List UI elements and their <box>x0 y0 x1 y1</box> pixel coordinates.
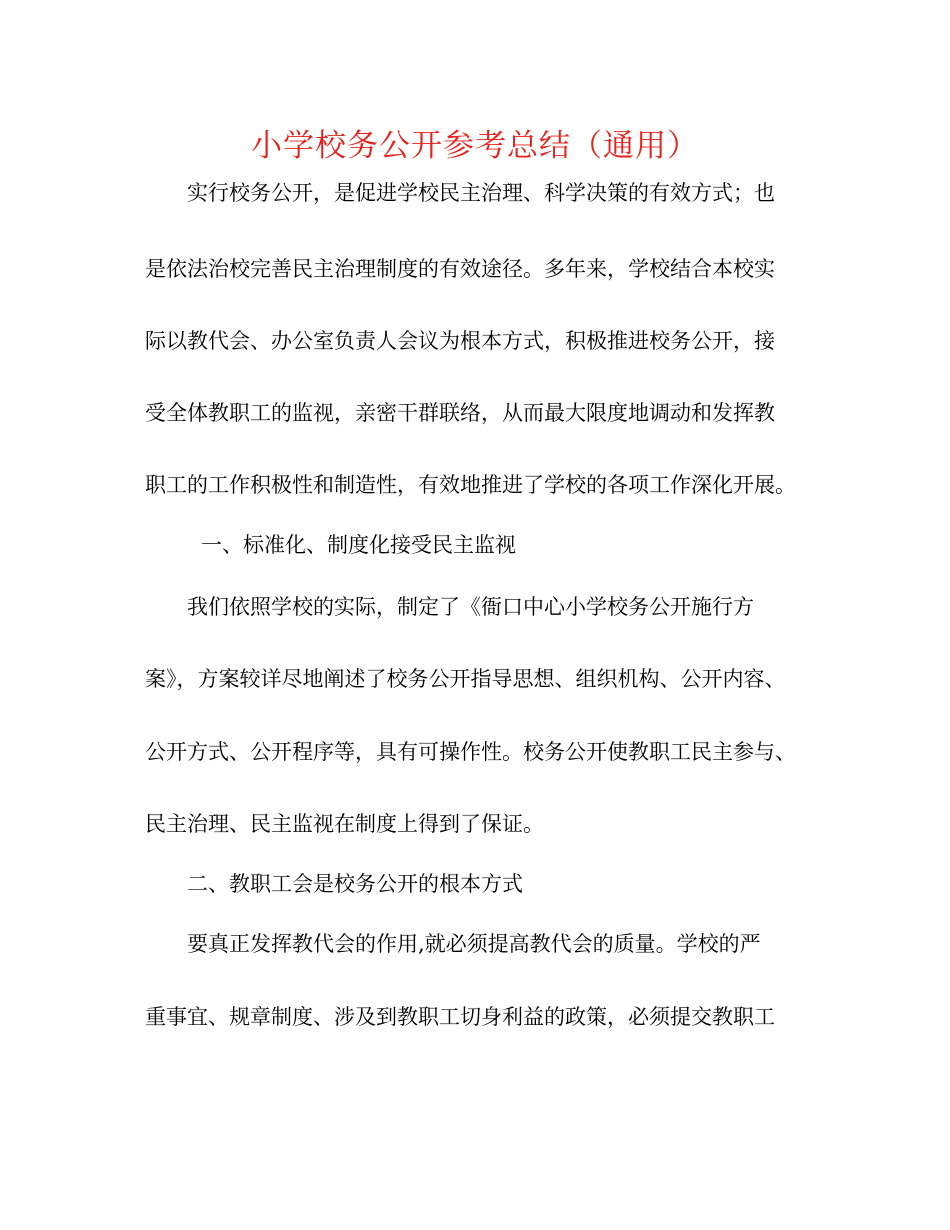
paragraph-line: 民主治理、民主监视在制度上得到了保证。 <box>145 812 544 836</box>
paragraph-line: 受全体教职工的监视，亲密干群联络，从而最大限度地调动和发挥教 <box>145 401 775 425</box>
paragraph-line: 是依法治校完善民主治理制度的有效途径。多年来，学校结合本校实 <box>145 257 775 281</box>
document-title: 小学校务公开参考总结（通用） <box>251 128 699 164</box>
section-heading-2: 二、教职工会是校务公开的根本方式 <box>187 872 523 896</box>
paragraph-line: 实行校务公开，是促进学校民主治理、科学决策的有效方式；也 <box>187 181 775 205</box>
paragraph-line: 案》，方案较详尽地阐述了校务公开指导思想、组织机构、公开内容、 <box>145 667 786 691</box>
paragraph-line: 际以教代会、办公室负责人会议为根本方式，积极推进校务公开，接 <box>145 329 775 353</box>
section-heading-1: 一、标准化、制度化接受民主监视 <box>201 533 516 557</box>
paragraph-line: 重事宜、规章制度、涉及到教职工切身利益的政策，必须提交教职工 <box>145 1005 775 1029</box>
paragraph-line: 职工的工作积极性和制造性，有效地推进了学校的各项工作深化开展。 <box>145 473 796 497</box>
paragraph-line: 要真正发挥教代会的作用,就必须提高教代会的质量。学校的严 <box>187 932 761 956</box>
paragraph-line: 公开方式、公开程序等，具有可操作性。校务公开使教职工民主参与、 <box>145 740 796 764</box>
paragraph-line: 我们依照学校的实际，制定了《衙口中心小学校务公开施行方 <box>187 595 754 619</box>
